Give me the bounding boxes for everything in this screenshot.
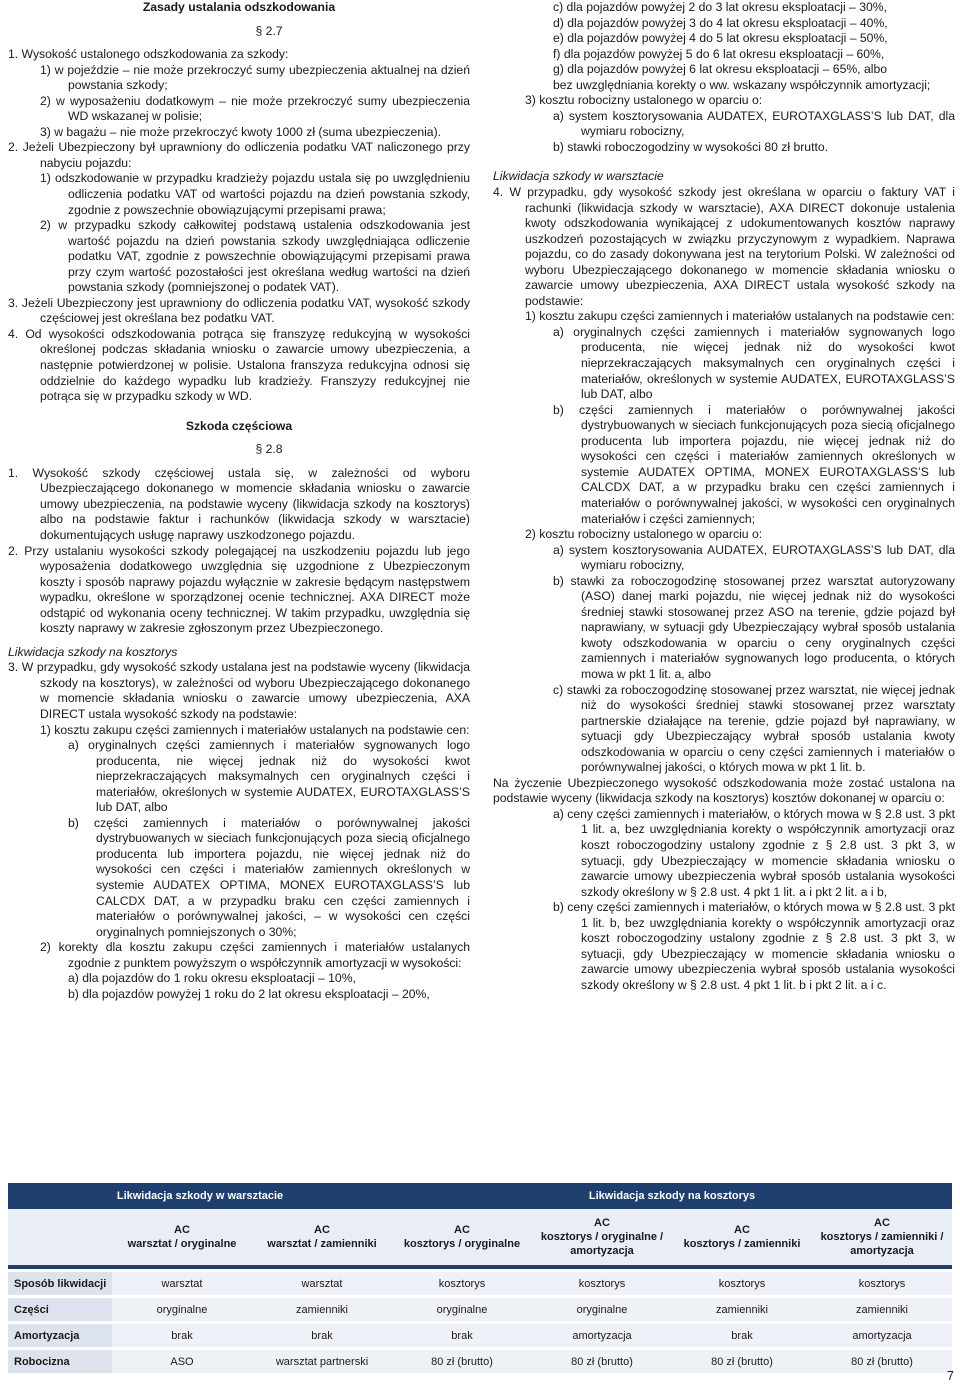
left-column [8,0,470,1002]
table-cell: oryginalne [392,1297,532,1323]
table-cell: oryginalne [112,1297,252,1323]
table-row [8,1297,952,1323]
clause: 1) kosztu zakupu części zamiennych i materiałów ustalanych na podstawie cen: [40,722,470,737]
clause: 2. Jeżeli Ubezpieczony był uprawniony do odliczenia podatku VAT naliczonego przy nabyciu pojazdu: [8,140,470,170]
clause: a) oryginalnych części zamiennych i materiałów sygnowanych logo producenta, nie więcej jednak niż do wysokości kwot nieprzekraczających maksymalnych cen oryginalnych części i materiałów, określonych w systemie AUDATEX, EUROTAXGLASS’S lub DAT, albo [553,324,955,402]
clause: a) system kosztorysowania AUDATEX, EUROTAXGLASS’S lub DAT, dla wymiaru robocizny, [553,542,955,573]
table-column-header [392,1209,532,1265]
clause: 2) kosztu robocizny ustalonego w oparciu o: [525,527,763,542]
table-corner-cell [8,1209,112,1265]
table-cell: warsztat [252,1271,392,1297]
table-cell: amortyzacja [532,1323,672,1349]
clause: 3) kosztu robocizny ustalonego w oparciu o: [525,93,763,108]
row-label: Sposób likwidacji [8,1271,112,1297]
row-label: Robocizna [8,1349,112,1374]
clause: 3) w bagażu – nie może przekroczyć kwoty 1000 zł (suma ubezpieczenia). [40,124,442,139]
table-cell: 80 zł (brutto) [812,1349,952,1374]
clause: b) stawki za roboczogodzinę stosowanej przez warsztat autoryzowany (ASO) danej marki pojazdu, nie więcej jednak niż do wysokości średniej stawki stosowanej przez ASO na terenie, gdzie pojazd był naprawiany, w sytuacji gdy Ubezpieczający wybrał sposób ustalania kwoty odszkodowania w oparciu o ceny oryginalnych części zamiennych i materiałów sygnowanych logo producenta, o których mowa w pkt 1 lit. a, albo [553,573,955,681]
row-label: Części [8,1297,112,1323]
clause: 2) korekty dla kosztu zakupu części zamiennych i materiałów ustalanych zgodnie z punktem powyższym o współczynnik amortyzacji w wysokości: [40,940,470,970]
table-cell: kosztorys [812,1271,952,1297]
clause: c) dla pojazdów powyżej 2 do 3 lat okresu eksploatacji – 30%, [553,0,887,14]
table-cell: ASO [112,1349,252,1374]
table-band-warsztat: Likwidacja szkody w warsztacie [8,1183,392,1209]
section-title: Szkoda częściowa [185,418,293,433]
column-header-bottom: kosztorys / zamienniki / amortyzacja [820,1231,944,1257]
column-header-top: AC [454,1224,470,1236]
table-cell: brak [112,1323,252,1349]
subsection-heading: Likwidacja szkody na kosztorys [8,644,178,659]
table-cell: brak [672,1323,812,1349]
clause: 2) w wyposażeniu dodatkowym – nie może przekroczyć sumy ubezpieczenia WD wskazanej w polisie; [40,93,470,124]
table-row [8,1323,952,1349]
clause: a) oryginalnych części zamiennych i materiałów sygnowanych logo producenta, nie więcej jednak niż do wysokości kwot nieprzekraczających maksymalnych cen oryginalnych części i materiałów, określonych w systemie AUDATEX, EUROTAXGLASS’S lub DAT, albo [68,738,470,815]
table-cell: zamienniki [252,1297,392,1323]
clause: b) części zamiennych i materiałów o porównywalnej jakości dystrybuowanych w sieciach funkcjonujących poza siecią oficjalnego producenta lub importera pojazdu, nie więcej jednak niż do wysokości cen części i materiałów zamiennych określonych w systemie AUDATEX OPTIMA, MONEX EUROTAXGLASS’S lub CALCDX DAT, a w przypadku braku cen części zamiennych i materiałów o porównywalnej jakości, w wysokości cen oryginalnych materiałów i części zamiennych; [553,402,955,526]
clause: 4. Od wysokości odszkodowania potrąca się franszyzę redukcyjną w wysokości określonej podczas składania wniosku o zawarcie umowy ubezpieczenia, a następnie potwierdzonej w polisie. Ustalona franszyza redukcyjna odnosi się oddzielnie do każdego wypadku lub kradzieży. Franszyzy redukcyjnej nie potrąca się w przypadku szkody w WD. [8,326,470,404]
clause: e) dla pojazdów powyżej 4 do 5 lat okresu eksploatacji – 50%, [553,31,888,46]
table-cell: brak [392,1323,532,1349]
clause: b) stawki roboczogodziny w wysokości 80 zł brutto. [553,139,829,154]
clause: 1) w pojeździe – nie może przekroczyć sumy ubezpieczenia aktualnej na dzień powstania szkody; [40,62,470,93]
paragraph-number: § 2.7 [255,23,283,38]
table-column-header [532,1209,672,1265]
paragraph-number: § 2.8 [255,442,283,457]
clause: 1) kosztu zakupu części zamiennych i materiałów ustalanych na podstawie cen: [525,309,955,324]
table-cell: warsztat [112,1271,252,1297]
table-cell: brak [252,1323,392,1349]
column-header-top: AC [174,1224,190,1236]
clause: b) dla pojazdów powyżej 1 roku do 2 lat okresu eksploatacji – 20%, [68,986,430,1001]
table-cell: zamienniki [812,1297,952,1323]
table-column-header [672,1209,812,1265]
comparison-table-wrap [8,1183,952,1373]
table-column-header [112,1209,252,1265]
table-cell: kosztorys [672,1271,812,1297]
column-header-top: AC [314,1224,330,1236]
column-header-bottom: warsztat / zamienniki [267,1238,377,1250]
page-number: 7 [947,1369,954,1383]
column-header-top: AC [734,1224,750,1236]
clause: b) ceny części zamiennych i materiałów, o których mowa w § 2.8 ust. 3 pkt 1 lit. b, bez uwzględniania korekty o współczynnik amortyzacji oraz koszt roboczogodziny ustalony zgodnie z § 2.8 ust. 3 pkt 3, w sytuacji, gdy Ubezpieczający w momencie składania wniosku o zawarcie umowy ubezpieczenia wybrał sposób ustalania wysokości szkody określony w § 2.8 ust. 4 pkt 1 lit. b i pkt 2 lit. a i c. [553,900,955,992]
table-cell: 80 zł (brutto) [532,1349,672,1374]
clause: 1. Wysokość ustalonego odszkodowania za szkody: [8,47,289,62]
row-label: Amortyzacja [8,1323,112,1349]
table-column-header [812,1209,952,1265]
table-cell: 80 zł (brutto) [672,1349,812,1374]
subsection-heading: Likwidacja szkody w warsztacie [493,169,664,184]
clause: 4. W przypadku, gdy wysokość szkody jest określana w oparciu o faktury VAT i rachunki (likwidacja szkody w warsztacie), AXA DIRECT dokonuje ustalenia kwoty odszkodowania wynikającej z udokumentowanych kosztów naprawy uszkodzeń pozostających w związku przyczynowym z wypadkiem. Naprawa pojazdu, co do zasady dokonywana jest na terytorium Polski. W zależności od wyboru Ubezpieczającego dokonanego w momencie składania wniosku o zawarcie umowy ubezpieczenia, AXA DIRECT ustala wysokość szkody na podstawie: [493,185,955,308]
column-header-bottom: warsztat / oryginalne [127,1238,237,1250]
clause: a) system kosztorysowania AUDATEX, EUROTAXGLASS’S lub DAT, dla wymiaru robocizny, [553,108,955,139]
clause: c) stawki za roboczogodzinę stosowanej przez warsztat, nie więcej jednak niż do wysokości średniej stawki stosowanej przez warsztaty partnerskie działające na terenie, gdzie pojazd był naprawiany, w sytuacji gdy Ubezpieczający wybrał sposób ustalania kwoty odszkodowania w oparciu o ceny części zamiennych i materiałów o porównywalnej jakości, o których mowa w pkt 1 lit. b. [553,682,955,775]
clause: a) ceny części zamiennych i materiałów, o których mowa w § 2.8 ust. 3 pkt 1 lit. a, bez uwzględniania korekty o współczynnik amortyzacji oraz koszt roboczogodziny ustalony zgodnie z § 2.8 ust. 3 pkt 3, w sytuacji, gdy Ubezpieczający w momencie składania wniosku o zawarcie umowy ubezpieczenia wybrał sposób ustalania wysokości szkody określony w § 2.8 ust. 4 pkt 1 lit. a i pkt 2 lit. a i b, [553,806,955,899]
column-header-bottom: kosztorys / oryginalne / amortyzacja [540,1231,664,1257]
column-header-top: AC [594,1217,610,1229]
clause: 3. Jeżeli Ubezpieczony jest uprawniony do odliczenia podatku VAT, wysokość szkody częściowej jest określana bez podatku VAT. [8,295,470,326]
table-cell: zamienniki [672,1297,812,1323]
clause: 2. Przy ustalaniu wysokości szkody polegającej na uszkodzeniu pojazdu lub jego wyposażenia dodatkowego uwzględnia się uzgodnione z Ubezpieczonym koszty i sposób naprawy pojazdu wyłącznie w zakresie będącym następstwem wypadku, określone w sporządzonej ocenie technicznej. AXA DIRECT może odstąpić od wykonania oceny technicznej. W takim przypadku, uwzględnia się koszty naprawy w zakresie zgłoszonym przez Ubezpieczonego. [8,543,470,636]
table-column-header [252,1209,392,1265]
comparison-table [8,1183,952,1373]
column-header-top: AC [874,1217,890,1229]
clause: 1. Wysokość szkody częściowej ustala się, w zależności od wyboru Ubezpieczającego dokonanego w momencie składania wniosku o zawarcie umowy ubezpieczenia, na podstawie wyceny (likwidacja szkody na kosztorys) albo na podstawie faktur i rachunków (likwidacja szkody w warsztacie) dokumentujących usługę naprawy uszkodzonego pojazdu. [8,465,470,542]
table-cell: kosztorys [532,1271,672,1297]
right-column [493,0,955,993]
clause: b) części zamiennych i materiałów o porównywalnej jakości dystrybuowanych w sieciach funkcjonujących poza siecią oficjalnego producenta lub importera pojazdu, nie więcej jednak niż do wysokości cen części i materiałów zamiennych określonych w systemie AUDATEX OPTIMA, MONEX EUROTAXGLASS’S lub CALCDX DAT, a w przypadku braku cen części zamiennych i materiałów o porównywalnej jakości, – w wysokości cen części oryginalnych pomniejszonych o 30%; [68,815,470,939]
clause: 2) w przypadku szkody całkowitej podstawą ustalenia odszkodowania jest wartość pojazdu na dzień powstania szkody uwzględniająca odliczenie podatku VAT, zgodnie z powszechnie obowiązującymi przepisami prawa przy czym wartość pozostałości jest określana według wartości na dzień powstania szkody (pomniejszonej o podatek VAT). [40,218,470,295]
table-cell: amortyzacja [812,1323,952,1349]
clause: bez uwzględniania korekty o ww. wskazany współczynnik amortyzacji; [553,77,931,92]
table-cell: 80 zł (brutto) [392,1349,532,1374]
column-header-bottom: kosztorys / zamienniki [683,1238,801,1250]
clause: 3. W przypadku, gdy wysokość szkody ustalana jest na podstawie wyceny (likwidacja szkody na kosztorys), w zależności od wyboru Ubezpieczającego dokonanego w momencie składania wniosku o zawarcie umowy ubezpieczenia, AXA DIRECT ustala wysokość szkody na podstawie: [8,660,470,721]
table-cell: warsztat partnerski [252,1349,392,1374]
table-band-kosztorys: Likwidacja szkody na kosztorys [392,1183,952,1209]
table-row [8,1271,952,1297]
clause: g) dla pojazdów powyżej 6 lat okresu eksploatacji – 65%, albo [553,62,887,77]
table-cell: kosztorys [392,1271,532,1297]
column-header-bottom: kosztorys / oryginalne [403,1238,521,1250]
clause: 1) odszkodowanie w przypadku kradzieży pojazdu ustala się po uwzględnieniu odliczenia podatku VAT od wartości pojazdu na dzień powstania szkody, zgodnie z powszechnie obowiązującymi przepisami prawa; [40,171,470,217]
clause: Na życzenie Ubezpieczonego wysokość odszkodowania może zostać ustalona na podstawie wyceny (likwidacja szkody na kosztorys) kosztów dokonanej w oparciu o: [493,775,955,806]
section-title: Zasady ustalania odszkodowania [142,0,336,14]
table-header-row [8,1209,952,1265]
table-cell: oryginalne [532,1297,672,1323]
clause: f) dla pojazdów powyżej 5 do 6 lat okresu eksploatacji – 60%, [553,46,885,61]
clause: a) dla pojazdów do 1 roku okresu eksploatacji – 10%, [68,971,356,986]
table-row [8,1349,952,1374]
clause: d) dla pojazdów powyżej 3 do 4 lat okresu eksploatacji – 40%, [553,15,888,30]
